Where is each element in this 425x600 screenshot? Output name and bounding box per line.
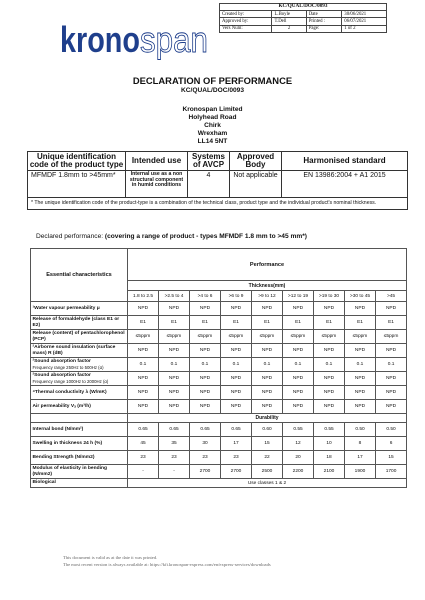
performance-value: NPD [190,344,221,358]
performance-value: 6 [376,437,407,451]
characteristic-label [31,344,128,358]
performance-value: 0.1 [314,358,345,372]
performance-value: 17 [221,437,252,451]
performance-value: NPD [345,386,376,400]
characteristic-label [31,465,128,479]
meta-value: L.Boyle [272,11,306,18]
performance-value: NPD [128,302,159,316]
performance-value: ≤5ppm [128,330,159,344]
biological-row [31,479,407,488]
performance-value: 10 [314,437,345,451]
characteristic-name: ²Sound absorption factor [32,373,91,379]
characteristic-name: Bending Strength (N/mm2) [32,454,95,460]
approved-body: Not applicable [230,171,282,198]
address-line: Kronospan Limited [182,106,243,113]
characteristic-label [31,316,128,330]
performance-value: 0.65 [221,423,252,437]
biological-label: Biological [31,479,128,488]
performance-value: NPD [221,344,252,358]
performance-value: 0.1 [190,358,221,372]
document-meta-table [219,3,387,33]
characteristic-label [31,372,128,386]
product-identification-table [27,151,408,210]
performance-value: E1 [345,316,376,330]
performance-value: E1 [190,316,221,330]
characteristic-name: ⁴Thermal conductivity λ (W/mK) [32,389,107,395]
performance-value: 15 [376,451,407,465]
meta-label: Page: [306,25,342,32]
logo-text-span: span [140,19,208,60]
performance-value: NPD [128,400,159,414]
characteristic-label [31,302,128,316]
performance-value: E1 [128,316,159,330]
performance-value: 0.1 [159,358,190,372]
performance-value: E1 [252,316,283,330]
characteristic-name: Release (content) of pentachlorophenol (PCP) [32,331,125,342]
harmonised-standard: EN 13986:2004 + A1 2015 [282,171,408,198]
performance-value: 15 [252,437,283,451]
meta-label: Date [306,11,342,18]
meta-value: 06/07/2021 [342,18,387,25]
characteristic-label [31,386,128,400]
biological-value: Use classes 1 & 2 [128,479,407,488]
performance-value: 1700 [376,465,407,479]
meta-value: 2 [272,25,306,32]
performance-value: NPD [252,302,283,316]
performance-value: 35 [159,437,190,451]
characteristic-label [31,358,128,372]
performance-value: NPD [283,386,314,400]
performance-value: 2200 [283,465,314,479]
footer-download-link[interactable]: The most recent version is always available at: https://kfi.kronospan-express.com/en/express-services/downloads [63,562,271,567]
logo-text-krono: krono [60,19,140,60]
id-header: Systems of AVCP [188,152,230,171]
characteristic-label [31,451,128,465]
performance-value: ≤5ppm [159,330,190,344]
performance-value: 0.50 [345,423,376,437]
avcp-system: 4 [188,171,230,198]
id-header: Approved Body [230,152,282,171]
table-row [31,437,407,451]
table-row [31,344,407,358]
performance-value: 20 [283,451,314,465]
address-line: LL14 5NT [197,138,228,145]
performance-value: NPD [221,386,252,400]
performance-value: NPD [252,386,283,400]
performance-header: Performance [128,249,407,281]
characteristic-label [31,400,128,414]
performance-value: 23 [221,451,252,465]
performance-value: NPD [190,386,221,400]
performance-value: 45 [128,437,159,451]
characteristic-name: ²Sound absorption factor [32,359,91,365]
meta-row [220,18,387,25]
performance-value: ≤5ppm [252,330,283,344]
thickness-range: >19 to 30 [314,291,345,302]
performance-value: NPD [221,372,252,386]
performance-value: E1 [221,316,252,330]
id-header: Unique identification code of the product type [28,152,126,171]
thickness-range: 1.8 to 2.5 [128,291,159,302]
performance-value: NPD [159,302,190,316]
performance-value: 2100 [314,465,345,479]
characteristic-label [31,330,128,344]
performance-value: E1 [314,316,345,330]
performance-value: NPD [345,400,376,414]
declared-range: (covering a range of product - types MFMDF 1.8 mm to >45 mm*) [104,233,307,240]
empty-cell [31,414,128,423]
thickness-range: >6 to 9 [221,291,252,302]
meta-value: T.Dell [272,18,306,25]
meta-label: Printed : [306,18,342,25]
performance-value: NPD [128,372,159,386]
company-address [0,106,425,146]
performance-value: NPD [314,372,345,386]
page-subtitle: KC/QUAL/DOC/0093 [180,87,245,94]
table-row [31,400,407,414]
performance-value: E1 [376,316,407,330]
performance-value: NPD [128,386,159,400]
id-header: Intended use [126,152,188,171]
id-header: Harmonised standard [282,152,408,171]
performance-value: NPD [345,372,376,386]
performance-value: NPD [190,400,221,414]
performance-value: 0.65 [128,423,159,437]
meta-label: Vers Num: [220,25,272,32]
thickness-range: >4 to 6 [190,291,221,302]
performance-value: 0.1 [252,358,283,372]
footer-validity-note: This document is valid as at the date it was printed. [63,555,158,560]
performance-value: 0.65 [190,423,221,437]
performance-value: NPD [283,302,314,316]
performance-value: 23 [159,451,190,465]
performance-value: 22 [252,451,283,465]
characteristic-name: Internal bond (N/mm²) [32,426,84,432]
performance-value: ≤5ppm [283,330,314,344]
performance-value: NPD [376,386,407,400]
table-row [31,386,407,400]
address-line: Wrexham [197,130,228,137]
characteristic-label [31,437,128,451]
performance-value: NPD [252,344,283,358]
performance-value: NPD [376,400,407,414]
performance-value: NPD [159,400,190,414]
performance-value: ≤5ppm [190,330,221,344]
characteristic-subtitle: Frequency range 250Hz to 500Hz (α) [32,364,104,370]
performance-value: NPD [314,302,345,316]
table-row [31,451,407,465]
performance-value: ≤5ppm [314,330,345,344]
performance-value: E1 [283,316,314,330]
performance-value: 2500 [252,465,283,479]
performance-value: NPD [128,344,159,358]
durability-header: Durability [128,414,407,423]
table-row [31,358,407,372]
characteristic-name: Release of formaldehyde (class E1 or E2) [32,317,120,328]
performance-value: - [159,465,190,479]
performance-value: 0.1 [376,358,407,372]
table-row [31,330,407,344]
performance-value: NPD [283,344,314,358]
performance-value: NPD [376,344,407,358]
table-row [31,423,407,437]
performance-value: NPD [159,372,190,386]
performance-value: NPD [159,386,190,400]
performance-value: 0.1 [345,358,376,372]
performance-value: NPD [314,344,345,358]
intended-use: Internal use as a non structural component in humid conditions [126,171,188,198]
performance-value: 0.50 [376,423,407,437]
performance-value: 0.60 [252,423,283,437]
performance-value: NPD [283,400,314,414]
performance-value: 18 [314,451,345,465]
performance-table [30,248,407,488]
performance-value: 2700 [190,465,221,479]
performance-value: NPD [252,400,283,414]
characteristic-label [31,423,128,437]
characteristic-name: Modulus of elasticity in bending (N/mm2) [32,466,107,477]
performance-value: NPD [190,372,221,386]
table-row [31,372,407,386]
performance-value: NPD [314,400,345,414]
durability-section-row [31,414,407,423]
declared-performance-line [36,233,307,240]
performance-value: NPD [345,344,376,358]
performance-value: 0.1 [128,358,159,372]
meta-value: 1 of 2 [342,25,387,32]
characteristic-name: Swelling in thickness 24 h (%) [32,440,103,446]
performance-value: NPD [314,386,345,400]
id-footnote: * The unique identification code of the product-type is a combination of the technical class, product type and the individual product's nominal thickness. [28,198,408,209]
performance-value: 30 [190,437,221,451]
meta-label: Created by: [220,11,272,18]
table-row [31,316,407,330]
performance-value: 8 [345,437,376,451]
meta-label: Approved by: [220,18,272,25]
characteristic-subtitle: Frequency range 1000Hz to 2000Hz (α) [32,378,109,384]
meta-row [220,11,387,18]
thickness-range: >45 [376,291,407,302]
table-row [31,465,407,479]
thickness-range: >2.5 to 4 [159,291,190,302]
performance-value: NPD [190,302,221,316]
thickness-header: Thickness(mm) [128,281,407,291]
performance-value: NPD [345,302,376,316]
performance-value: NPD [159,344,190,358]
declared-label: Declared performance: [36,233,105,240]
performance-value: ≤5ppm [345,330,376,344]
product-code: MFMDF 1.8mm to >45mm* [28,171,126,198]
performance-value: NPD [376,372,407,386]
essential-characteristics-header: Essential characteristics [31,249,128,302]
performance-value: NPD [283,372,314,386]
characteristic-name: Air permeability Vₐ (m³/h) [32,403,91,409]
kronospan-logo [60,19,210,60]
performance-value: ≤5ppm [376,330,407,344]
performance-value: 23 [128,451,159,465]
performance-value: 0.65 [159,423,190,437]
performance-value: 2700 [221,465,252,479]
characteristic-name: ²Airborne sound insulation (surface mass) R (dB) [32,345,116,356]
performance-value: 17 [345,451,376,465]
performance-value: NPD [221,400,252,414]
performance-value: E1 [159,316,190,330]
performance-value: 23 [190,451,221,465]
thickness-range: >12 to 19 [283,291,314,302]
performance-value: - [128,465,159,479]
performance-value: 12 [283,437,314,451]
meta-row [220,25,387,32]
performance-value: 1900 [345,465,376,479]
performance-value: 0.55 [314,423,345,437]
doc-code: KC/QUAL/DOC/0093 [220,4,387,11]
meta-value: 30/06/2021 [342,11,387,18]
address-line: Holyhead Road [188,114,237,121]
page-title: DECLARATION OF PERFORMANCE [132,75,293,86]
performance-value: 0.1 [221,358,252,372]
performance-value: NPD [376,302,407,316]
performance-value: ≤5ppm [221,330,252,344]
performance-value: 0.55 [283,423,314,437]
performance-value: NPD [221,302,252,316]
thickness-range: >30 to 45 [345,291,376,302]
performance-value: NPD [252,372,283,386]
characteristic-name: ¹Water vapour permeability μ [32,305,100,311]
thickness-range: >9 to 12 [252,291,283,302]
address-line: Chirk [204,122,221,129]
table-row [31,302,407,316]
performance-value: 0.1 [283,358,314,372]
